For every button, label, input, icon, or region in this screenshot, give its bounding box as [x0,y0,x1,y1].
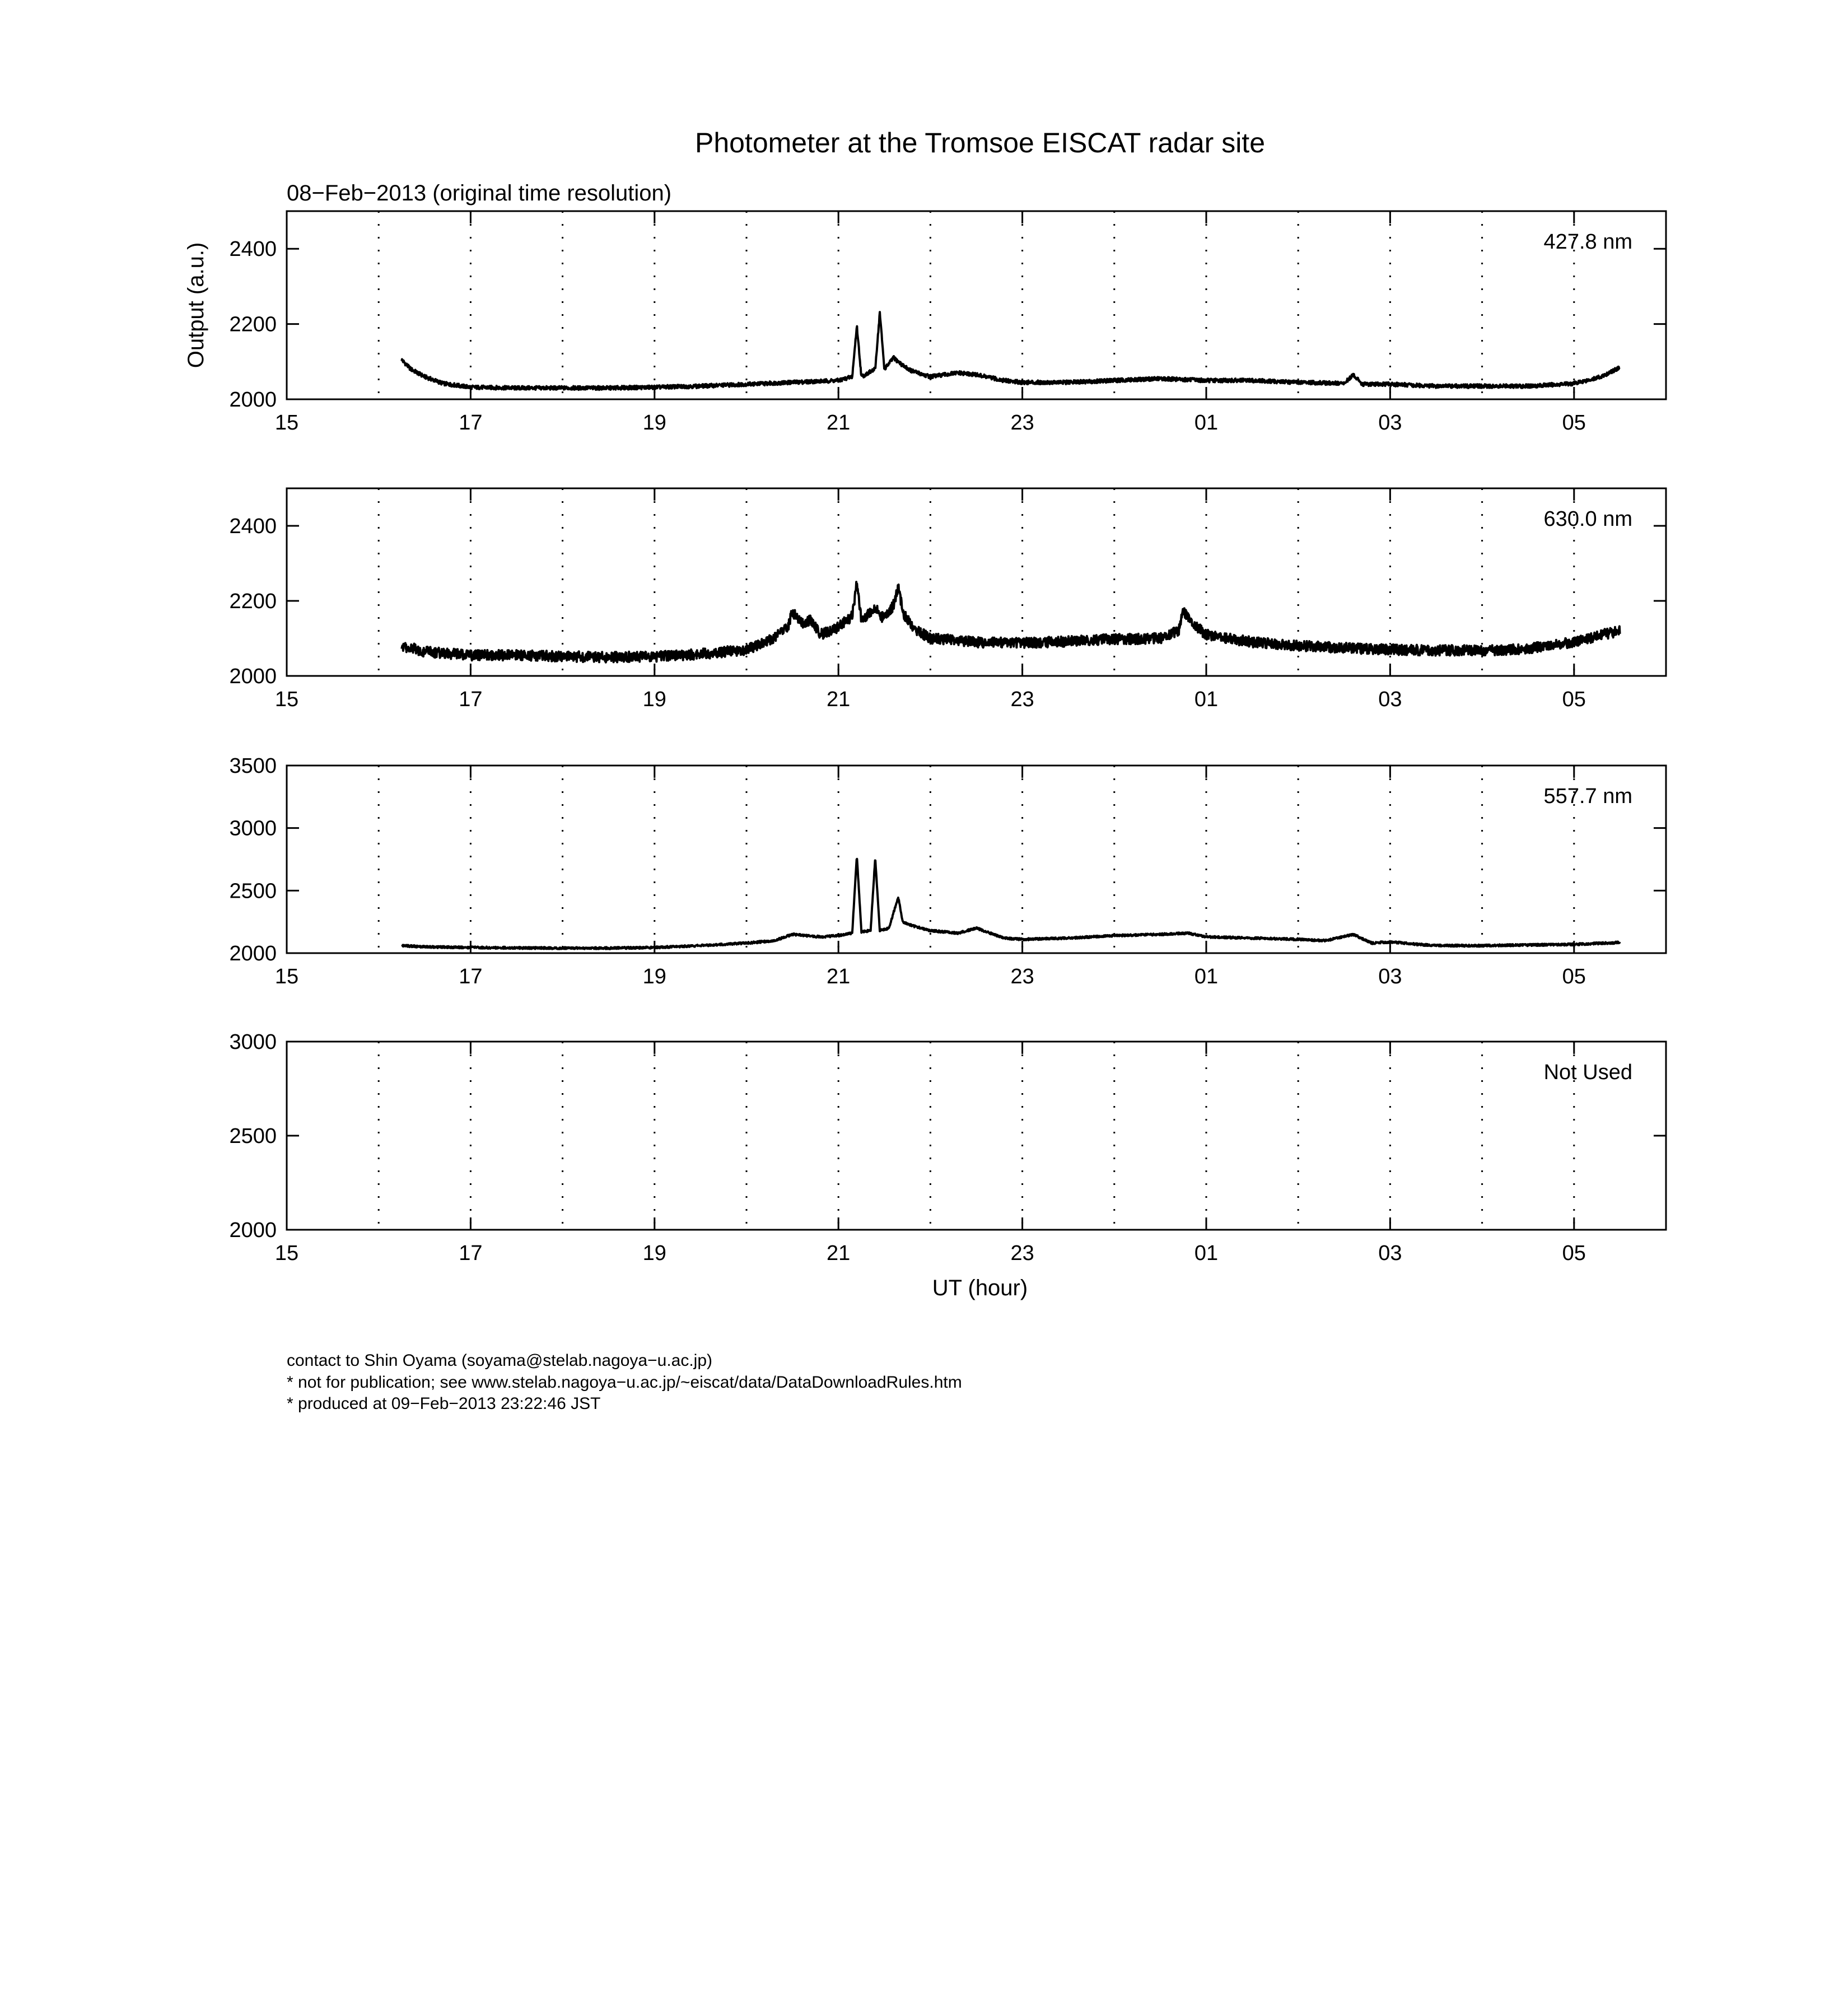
footer-produced-at: * produced at 09−Feb−2013 23:22:46 JST [287,1394,601,1413]
x-tick-label: 01 [1194,688,1219,711]
figure-title: Photometer at the Tromsoe EISCAT radar site [694,127,1266,158]
x-tick-label: 23 [1010,965,1034,988]
y-tick-label: 2000 [229,388,277,412]
x-tick-label: 21 [827,965,851,988]
y-tick-label: 2000 [229,1219,277,1242]
x-tick-label: 21 [827,411,851,435]
x-tick-label: 15 [274,411,299,435]
y-axis-label: Output (a.u.) [184,242,208,368]
y-tick-label: 3000 [229,816,277,841]
x-tick-label: 19 [642,411,666,435]
x-tick-label: 21 [827,1242,851,1265]
panel-annotation: 630.0 nm [1543,507,1632,531]
y-tick-label: 2500 [229,879,277,903]
y-tick-label: 2000 [229,942,277,965]
x-tick-label: 05 [1562,1242,1586,1265]
y-tick-label: 2400 [229,515,277,538]
y-tick-label: 2000 [229,665,277,688]
footer-contact: contact to Shin Oyama (soyama@stelab.nagoya−u.ac.jp) [287,1351,713,1370]
x-tick-label: 03 [1378,1242,1402,1265]
x-tick-label: 05 [1562,688,1586,711]
figure-subtitle: 08−Feb−2013 (original time resolution) [287,181,672,206]
x-tick-label: 01 [1194,965,1219,988]
panel-annotation: 427.8 nm [1543,230,1632,254]
x-tick-label: 23 [1010,411,1034,435]
panel-annotation: Not Used [1543,1061,1632,1084]
x-tick-label: 15 [274,965,299,988]
x-tick-label: 23 [1010,1242,1034,1265]
x-tick-label: 17 [459,965,483,988]
y-tick-label: 2200 [229,312,277,337]
x-tick-label: 15 [274,688,299,711]
x-tick-label: 01 [1194,411,1219,435]
x-tick-label: 21 [827,688,851,711]
x-tick-label: 17 [459,1242,483,1265]
y-tick-label: 2400 [229,237,277,262]
x-tick-label: 05 [1562,411,1586,435]
y-tick-label: 3000 [229,1030,277,1054]
y-tick-label: 2200 [229,590,277,613]
x-tick-label: 19 [642,688,666,711]
x-tick-label: 01 [1194,1242,1219,1265]
x-tick-label: 03 [1378,965,1402,988]
y-tick-label: 3500 [229,754,277,778]
x-tick-label: 03 [1378,688,1402,711]
x-tick-label: 17 [459,411,483,435]
x-tick-label: 15 [274,1242,299,1265]
x-tick-label: 19 [642,965,666,988]
x-tick-label: 05 [1562,965,1586,988]
y-tick-label: 2500 [229,1124,277,1148]
x-tick-label: 17 [459,688,483,711]
footer-publication-note: * not for publication; see www.stelab.nagoya−u.ac.jp/~eiscat/data/DataDownloadRules.htm [287,1373,962,1392]
panel-annotation: 557.7 nm [1543,785,1632,808]
x-axis-label: UT (hour) [932,1276,1028,1300]
x-tick-label: 03 [1378,411,1402,435]
x-tick-label: 19 [642,1242,666,1265]
x-tick-label: 23 [1010,688,1034,711]
